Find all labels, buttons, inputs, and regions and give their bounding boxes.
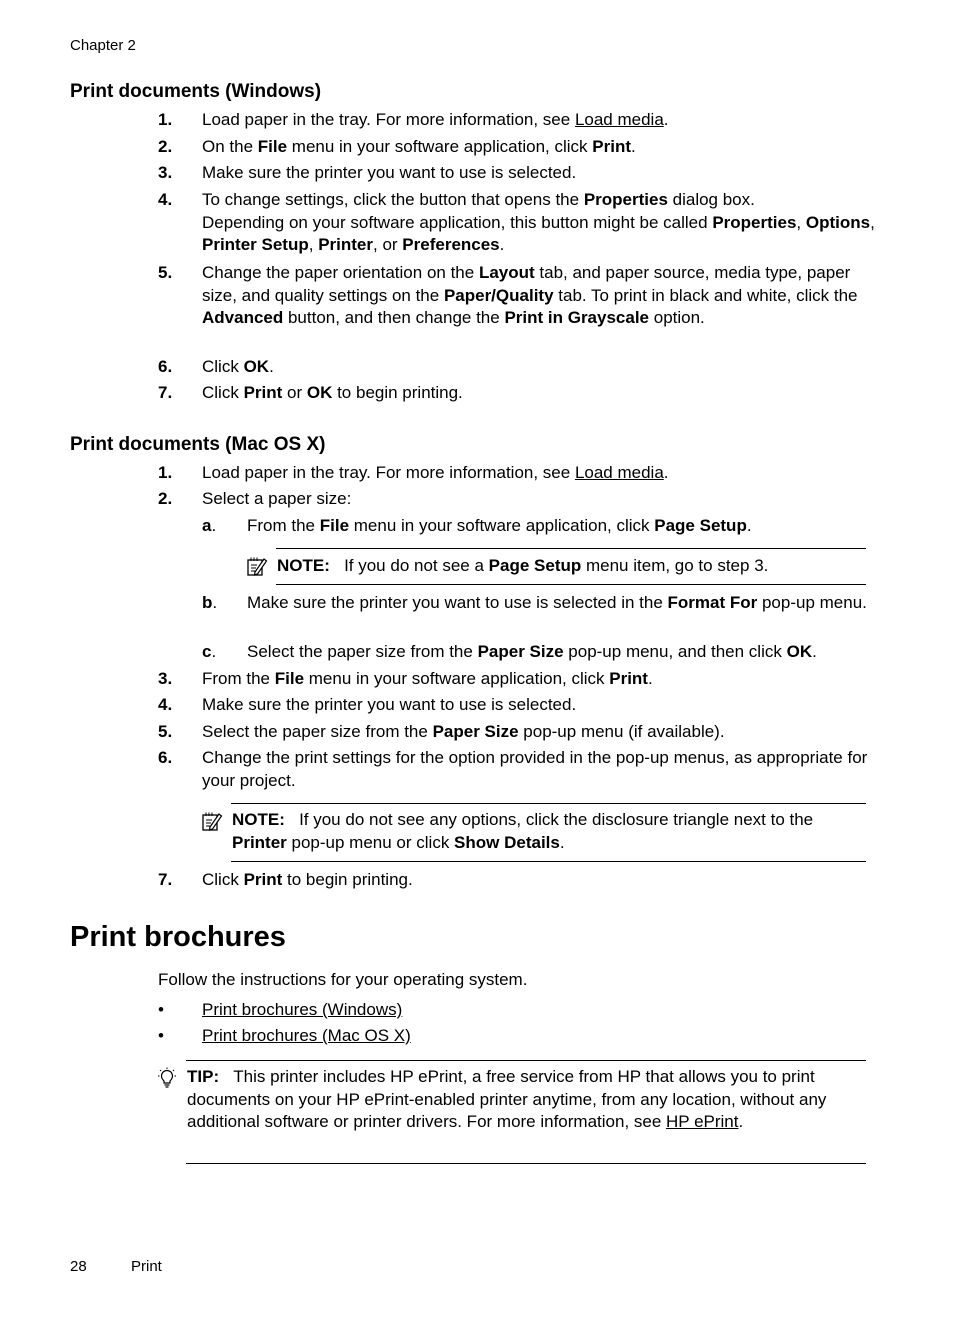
link-print-brochures-mac[interactable]: Print brochures (Mac OS X) bbox=[202, 1026, 411, 1045]
heading-print-brochures: Print brochures bbox=[70, 921, 286, 953]
brochures-intro: Follow the instructions for your operating system. bbox=[158, 970, 528, 989]
inline-link[interactable]: HP ePrint bbox=[666, 1112, 739, 1131]
note-icon bbox=[201, 811, 223, 833]
heading-print-documents-windows: Print documents (Windows) bbox=[70, 81, 322, 102]
tip-top-rule bbox=[186, 1060, 866, 1061]
lightbulb-icon bbox=[156, 1067, 178, 1089]
note-icon bbox=[246, 556, 268, 578]
footer-section: Print bbox=[131, 1258, 162, 1275]
note-page-setup: NOTE: If you do not see a Page Setup menu item, go to step 3. bbox=[277, 556, 769, 575]
inline-link[interactable]: Load media bbox=[574, 110, 664, 129]
heading-print-documents-mac: Print documents (Mac OS X) bbox=[70, 434, 326, 455]
inline-link[interactable]: Load media bbox=[574, 463, 664, 482]
tip-bottom-rule bbox=[186, 1163, 866, 1164]
note-top-rule bbox=[231, 803, 866, 804]
note-disclosure-triangle: NOTE: If you do not see any options, click the disclosure triangle next to the Printer pop-up menu or click Show Details. bbox=[232, 810, 814, 852]
link-print-brochures-windows[interactable]: Print brochures (Windows) bbox=[202, 1000, 403, 1019]
note-bottom-rule bbox=[276, 584, 866, 585]
chapter-label: Chapter 2 bbox=[70, 37, 136, 54]
note-bottom-rule bbox=[231, 861, 866, 862]
page-number: 28 bbox=[70, 1258, 87, 1275]
note-top-rule bbox=[276, 548, 866, 549]
tip-hp-eprint: TIP: This printer includes HP ePrint, a free service from HP that allows you to print documents on your HP ePrint-enabled printer anytime, from any location, without any additional software or printer drivers. For more information, see HP ePrint. bbox=[187, 1067, 827, 1131]
